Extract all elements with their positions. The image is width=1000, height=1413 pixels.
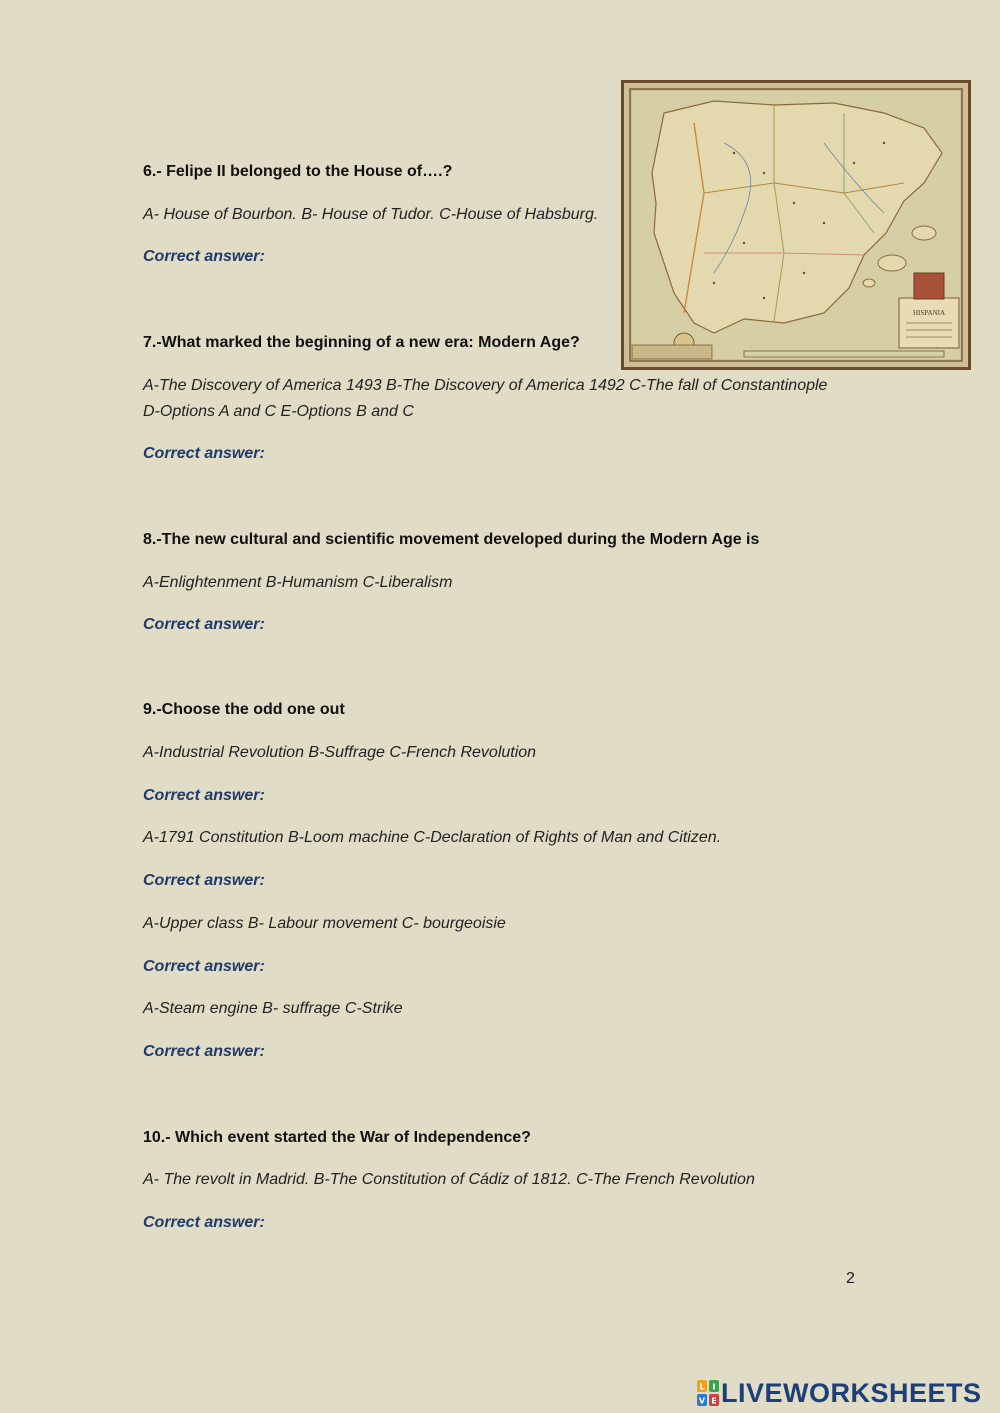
liveworksheets-logo-icon (697, 1380, 719, 1406)
iberia-map-image (621, 80, 971, 370)
question-6-text: 6.- Felipe II belonged to the House of….? (143, 163, 453, 180)
question-10-answer-label: Correct answer: (143, 1214, 265, 1231)
question-6-options: A- House of Bourbon. B- House of Tudor. C-House of Habsburg. (143, 206, 599, 223)
question-8-options: A-Enlightenment B-Humanism C-Liberalism (143, 574, 453, 591)
question-10-text: 10.- Which event started the War of Independence? (143, 1129, 531, 1146)
question-9-group-2-answer-label: Correct answer: (143, 872, 265, 889)
question-7-options-line-2: D-Options A and C E-Options B and C (143, 403, 414, 420)
question-8-text: 8.-The new cultural and scientific movement developed during the Modern Age is (143, 531, 760, 548)
question-9-group-4-answer-label: Correct answer: (143, 1043, 265, 1060)
map-cartouche-text: HISPANIA (912, 309, 946, 317)
question-9-group-2-options: A-1791 Constitution B-Loom machine C-Declaration of Rights of Man and Citizen. (143, 829, 722, 846)
liveworksheets-logo[interactable] (697, 1378, 982, 1408)
question-7-text: 7.-What marked the beginning of a new era: Modern Age? (143, 334, 580, 351)
svg-text:E: E (711, 1396, 717, 1406)
question-9-group-1-options: A-Industrial Revolution B-Suffrage C-French Revolution (143, 744, 537, 761)
question-9-group-1-answer-label: Correct answer: (143, 787, 265, 804)
liveworksheets-logo-text: LIVEWORKSHEETS (721, 1377, 982, 1408)
question-9-text: 9.-Choose the odd one out (143, 701, 345, 718)
svg-text:V: V (698, 1396, 706, 1406)
question-7-options-line-1: A-The Discovery of America 1493 B-The Discovery of America 1492 C-The fall of Constantinople (143, 377, 828, 394)
question-8-answer-label: Correct answer: (143, 616, 265, 633)
question-9-group-3-options: A-Upper class B- Labour movement C- bourgeoisie (143, 915, 506, 932)
svg-text:L: L (699, 1382, 705, 1392)
question-6-answer-label: Correct answer: (143, 248, 265, 265)
question-10-options: A- The revolt in Madrid. B-The Constitution of Cádiz of 1812. C-The French Revolution (143, 1171, 755, 1188)
question-9-group-3-answer-label: Correct answer: (143, 958, 265, 975)
page-number: 2 (846, 1270, 855, 1287)
question-7-answer-label: Correct answer: (143, 445, 265, 462)
old-map-icon (624, 83, 968, 367)
question-9-group-4-options: A-Steam engine B- suffrage C-Strike (143, 1000, 403, 1017)
svg-text:I: I (712, 1382, 716, 1392)
